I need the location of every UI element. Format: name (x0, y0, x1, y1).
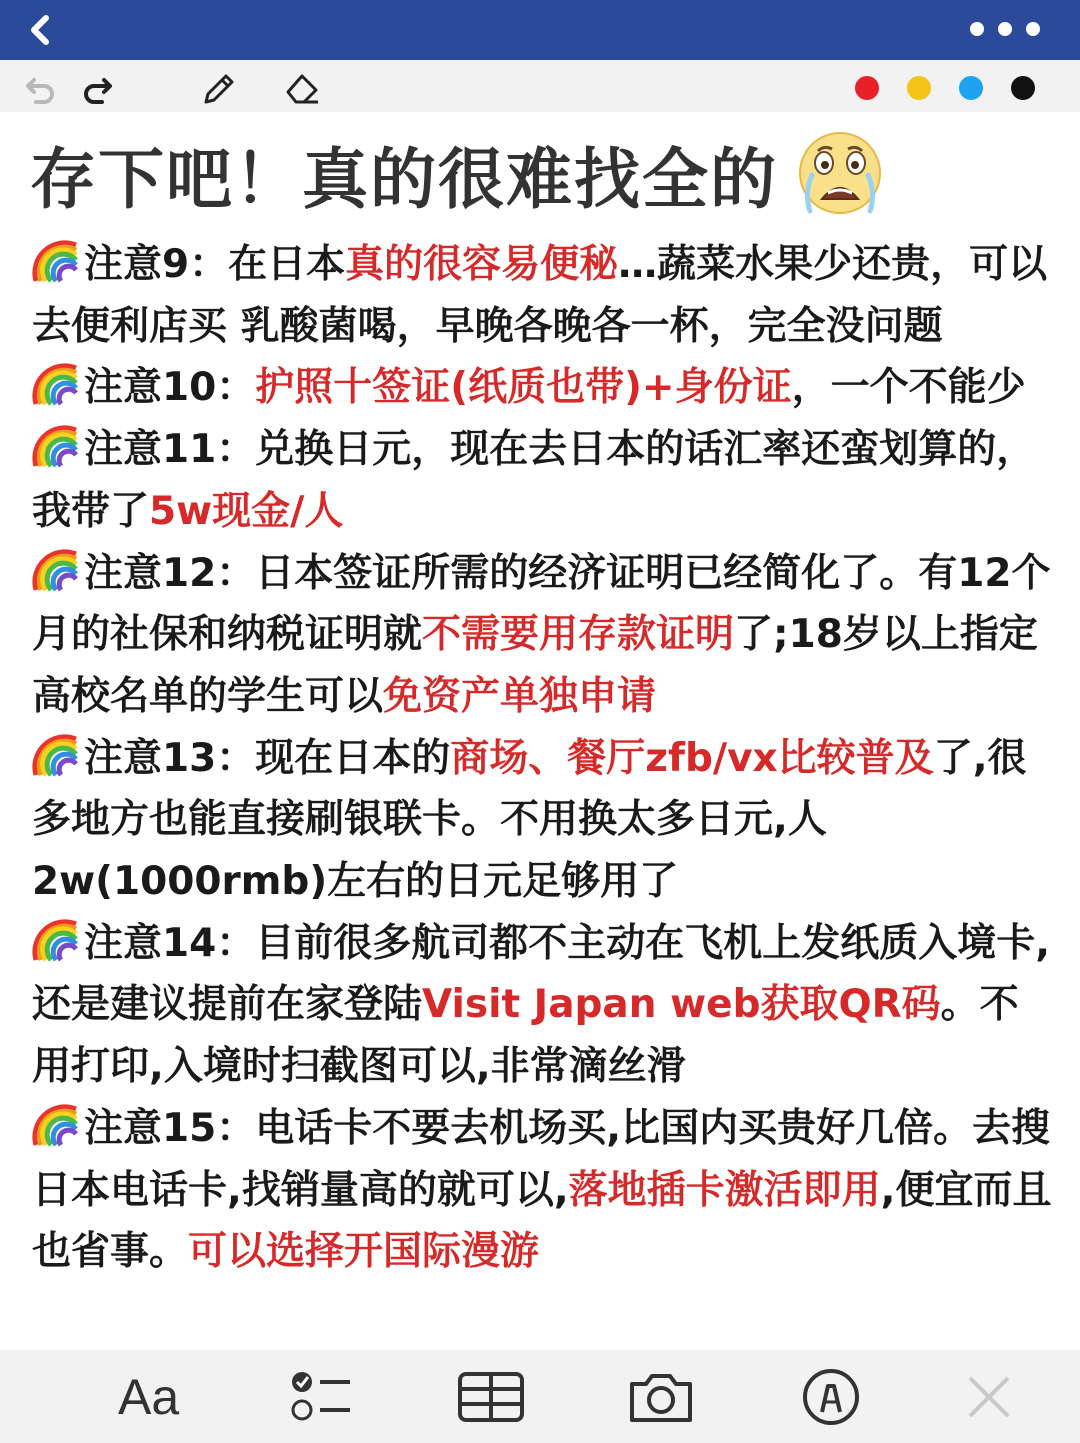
highlighted-text: 落地插卡激活即用 (568, 1167, 881, 1213)
pencil-icon (198, 68, 238, 108)
note-text: 注意14：目前很多航司都不主动在飞机上发纸质入境卡,还是建议提前在家登陆 (32, 920, 1051, 1028)
note-text: 注意15：电话卡不要去机场买,比国内买贵好几倍。去搜日本电话卡,找销量高的就可以, (32, 1105, 1051, 1213)
note-paragraph (32, 234, 1052, 357)
markup-button[interactable] (796, 1362, 866, 1432)
note-text: 了;18岁以上指定高校名单的学生可以 (32, 612, 1038, 719)
highlighted-text: 护照十签证(纸质也带)+身份证 (255, 365, 792, 411)
note-text: 注意9：在日本 (84, 242, 346, 287)
rainbow-icon (32, 1103, 80, 1149)
note-text: ,便宜而且也省事。 (32, 1167, 1052, 1275)
camera-button[interactable] (626, 1362, 696, 1432)
note-title[interactable]: 存下吧！真的很难找全的 (30, 140, 778, 218)
undo-icon (20, 68, 60, 108)
note-paragraph (32, 728, 1052, 913)
crying-face-emoji (788, 121, 892, 225)
color-black-swatch[interactable] (1011, 76, 1035, 100)
note-text: 。不用打印,入境时扫截图可以,非常滴丝滑 (32, 982, 1019, 1090)
chevron-left-icon (18, 8, 62, 52)
note-paragraph (32, 543, 1052, 728)
redo-button[interactable] (78, 68, 118, 108)
rainbow-icon (32, 424, 80, 470)
highlighted-text: 可以选择开国际漫游 (188, 1229, 540, 1275)
more-dot (1026, 22, 1040, 36)
checklist-button[interactable] (286, 1362, 356, 1432)
note-paragraph (32, 419, 1052, 542)
highlighted-text: 不需要用存款证明 (422, 612, 735, 658)
note-text: 注意10： (84, 365, 256, 411)
highlighted-text: 商场、餐厅zfb/vx比较普及 (450, 735, 934, 781)
note-text: 注意13：现在日本的 (84, 735, 451, 781)
eraser-button[interactable] (282, 68, 322, 108)
camera-icon (626, 1362, 696, 1432)
bottom-toolbar (0, 1350, 1080, 1443)
rainbow-icon (32, 239, 80, 285)
color-red-swatch[interactable] (855, 76, 879, 100)
note-text: ，一个不能少 (791, 365, 1026, 411)
note-paragraph (32, 1098, 1052, 1283)
pencil-button[interactable] (198, 68, 238, 108)
note-text: 注意11：兑换日元，现在去日本的话汇率还蛮划算的，我带了 (32, 427, 1036, 534)
eraser-icon (282, 68, 322, 108)
close-button[interactable] (954, 1362, 1024, 1432)
rainbow-icon (32, 918, 80, 964)
highlighted-text: 免资产单独申请 (383, 673, 657, 719)
note-paragraph (32, 357, 1052, 419)
note-body[interactable] (32, 234, 1052, 1283)
rainbow-icon (32, 362, 80, 408)
table-icon (456, 1362, 526, 1432)
note-text: 注意12：日本签证所需的经济证明已经简化了。有12个月的社保和纳税证明就 (32, 550, 1051, 658)
note-title-row (30, 118, 892, 228)
more-dot (998, 22, 1012, 36)
note-text: …蔬菜水果少还贵，可以去便利店买 乳酸菌喝，早晚各晚各一杯，完全没问题 (32, 242, 1048, 349)
table-button[interactable] (456, 1362, 526, 1432)
rainbow-icon (32, 548, 80, 594)
undo-button[interactable] (20, 68, 60, 108)
text-format-button[interactable]: Aa (118, 1369, 180, 1425)
highlighted-text: Visit Japan web获取QR码 (422, 982, 941, 1028)
top-bar (0, 0, 1080, 60)
color-blue-swatch[interactable] (959, 76, 983, 100)
note-text: 了,很多地方也能直接刷银联卡。不用换太多日元,人2w(1000rmb)左右的日元足够用了 (32, 735, 1027, 905)
rainbow-icon (32, 733, 80, 779)
more-button[interactable] (970, 14, 1040, 44)
back-button[interactable] (18, 8, 62, 52)
highlighted-text: 5w现金/人 (149, 488, 344, 534)
checklist-icon (286, 1362, 356, 1432)
highlighted-text: 真的很容易便秘 (345, 242, 619, 287)
redo-icon (78, 68, 118, 108)
close-icon (954, 1362, 1024, 1432)
more-dot (970, 22, 984, 36)
note-paragraph (32, 913, 1052, 1098)
markup-icon (796, 1362, 866, 1432)
color-yellow-swatch[interactable] (907, 76, 931, 100)
